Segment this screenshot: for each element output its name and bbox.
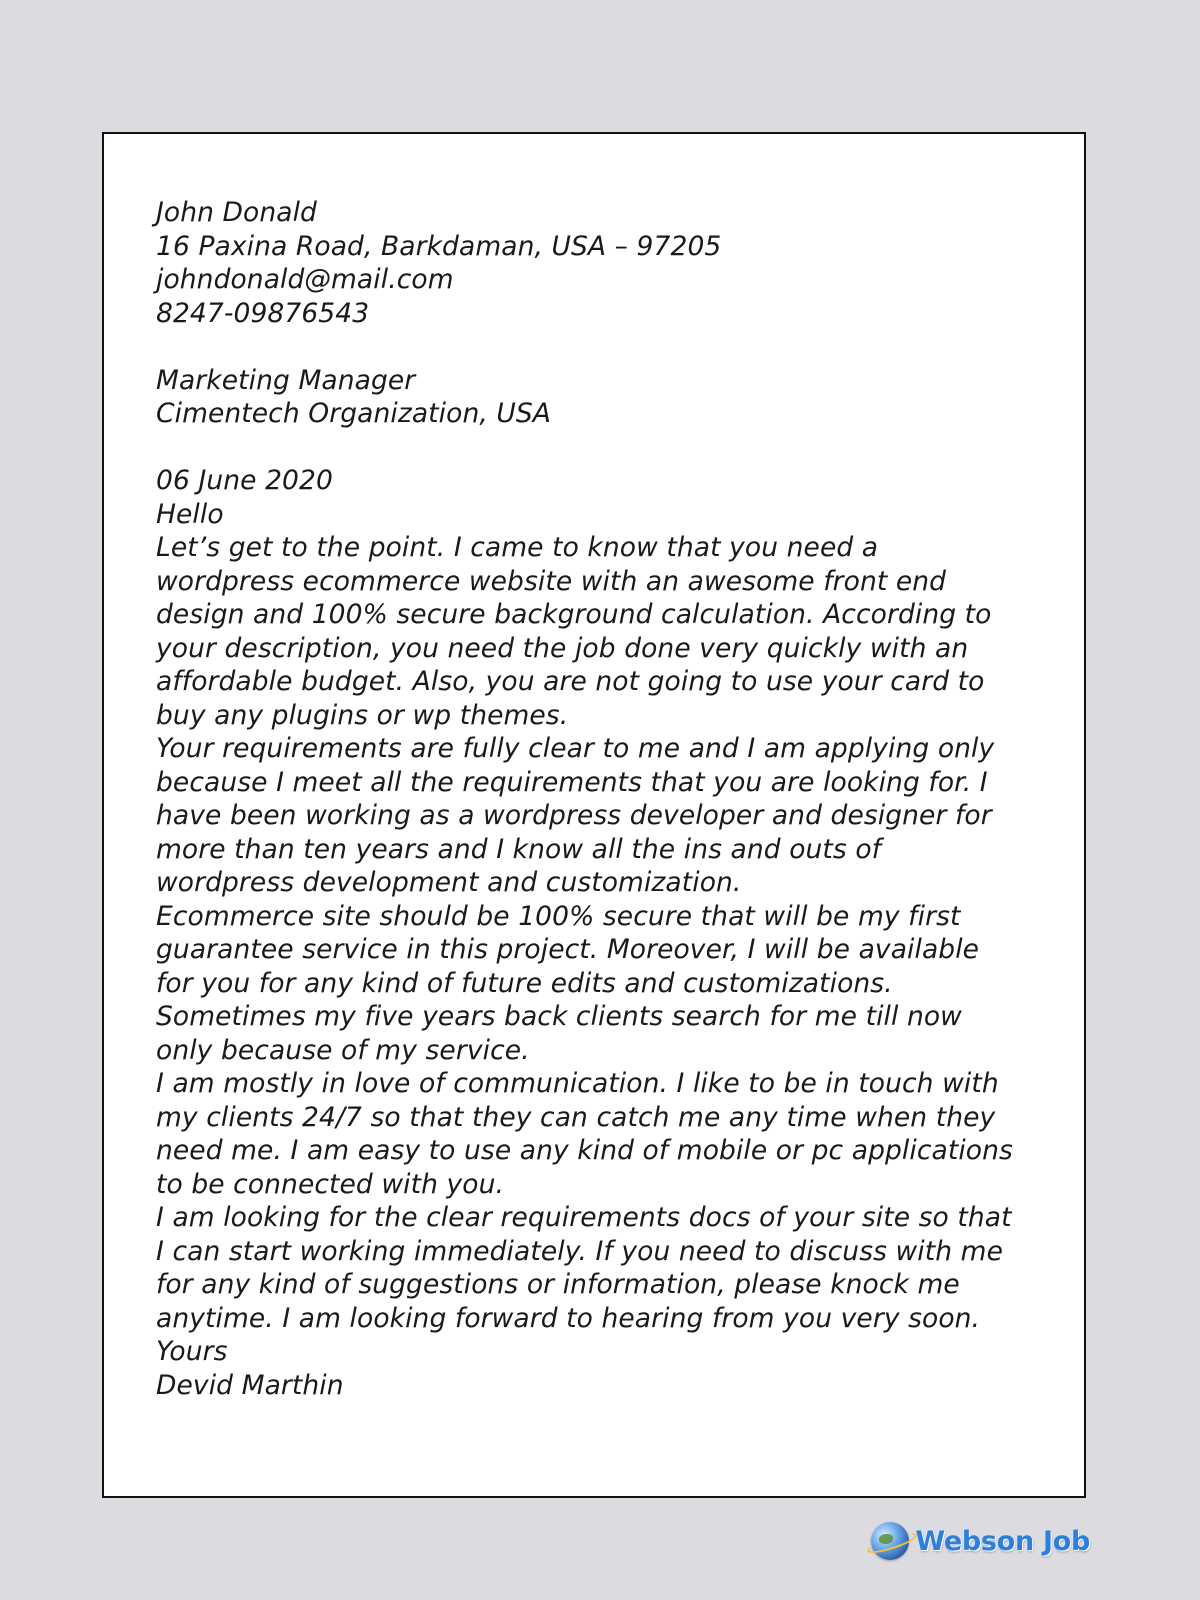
paragraph-line: guarantee service in this project. Moreover, I will be available xyxy=(156,934,980,965)
recipient-organization: Cimentech Organization, USA xyxy=(156,398,552,429)
paragraph-5 xyxy=(156,1201,1076,1335)
paragraph-line: because I meet all the requirements that you are looking for. I xyxy=(156,766,988,798)
paragraph-line: affordable budget. Also, you are not going to use your card to xyxy=(156,666,985,697)
paragraph-line: anytime. I am looking forward to hearing from you very soon. xyxy=(156,1302,981,1334)
letter-body xyxy=(156,196,1076,1402)
sender-address: 16 Paxina Road, Barkdaman, USA – 97205 xyxy=(156,230,722,262)
watermark-text: Webson Job xyxy=(915,1525,1090,1557)
spacer xyxy=(156,330,1076,364)
letter-date: 06 June 2020 xyxy=(156,465,333,496)
paragraph-line: I am mostly in love of communication. I like to be in touch with xyxy=(156,1068,999,1099)
globe-icon xyxy=(871,1522,909,1560)
greeting: Hello xyxy=(156,498,224,530)
recipient-title: Marketing Manager xyxy=(156,364,416,396)
paragraph-line: Your requirements are fully clear to me and I am applying only xyxy=(156,733,995,764)
paragraph-line: I am looking for the clear requirements docs of your site so that xyxy=(156,1202,1012,1233)
sender-name: John Donald xyxy=(156,197,317,228)
paragraph-line: design and 100% secure background calculation. According to xyxy=(156,599,992,630)
sender-phone: 8247-09876543 xyxy=(156,297,370,329)
paragraph-line: have been working as a wordpress developer and designer for xyxy=(156,800,992,831)
closing: Yours xyxy=(156,1336,228,1367)
paragraph-line: need me. I am easy to use any kind of mobile or pc applications xyxy=(156,1135,1013,1166)
paragraph-line: more than ten years and I know all the ins and outs of xyxy=(156,833,882,865)
paragraph-line: Sometimes my five years back clients search for me till now xyxy=(156,1001,962,1032)
paragraph-line: wordpress development and customization. xyxy=(156,867,742,898)
letter-page xyxy=(102,132,1086,1498)
watermark xyxy=(871,1522,1090,1560)
paragraph-1 xyxy=(156,531,1076,732)
paragraph-line: I can start working immediately. If you need to discuss with me xyxy=(156,1235,1004,1267)
paragraph-line: buy any plugins or wp themes. xyxy=(156,699,569,731)
spacer xyxy=(156,431,1076,465)
signature: Devid Marthin xyxy=(156,1369,344,1401)
paragraph-line: wordpress ecommerce website with an awesome front end xyxy=(156,565,947,597)
paragraph-line: for you for any kind of future edits and customizations. xyxy=(156,967,893,999)
paragraph-line: to be connected with you. xyxy=(156,1168,505,1200)
paragraph-line: Let’s get to the point. I came to know that you need a xyxy=(156,532,879,563)
paragraph-line: for any kind of suggestions or information, please knock me xyxy=(156,1269,960,1300)
paragraph-line: my clients 24/7 so that they can catch me any time when they xyxy=(156,1101,996,1133)
sender-email: johndonald@mail.com xyxy=(156,264,454,295)
paragraph-4 xyxy=(156,1067,1076,1201)
paragraph-2 xyxy=(156,732,1076,900)
paragraph-line: only because of my service. xyxy=(156,1034,530,1066)
paragraph-3 xyxy=(156,900,1076,1068)
paragraph-line: your description, you need the job done very quickly with an xyxy=(156,632,969,664)
paragraph-line: Ecommerce site should be 100% secure that will be my first xyxy=(156,900,961,932)
